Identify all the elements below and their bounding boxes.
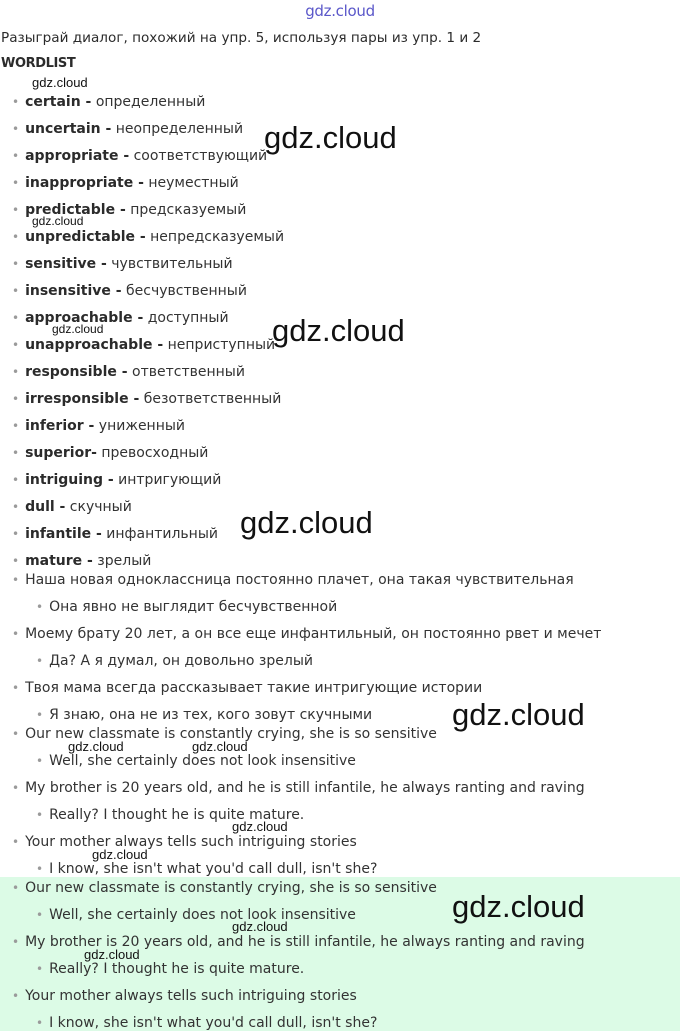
term: unpredictable xyxy=(25,229,136,245)
watermark: gdz.cloud xyxy=(272,313,405,348)
definition: определенный xyxy=(91,94,206,110)
definition: интригующий xyxy=(113,472,222,488)
term: appropriate xyxy=(25,148,119,164)
wordlist-item xyxy=(12,471,221,489)
bullet-icon: • xyxy=(36,962,44,976)
definition: неуместный xyxy=(143,175,239,191)
bullet-icon: • xyxy=(12,727,20,741)
definition: доступный xyxy=(143,310,229,326)
term-separator: - xyxy=(103,472,114,488)
wordlist-item xyxy=(12,363,245,381)
wordlist-item xyxy=(12,498,132,516)
dialogue-text: Моему брату 20 лет, а он все еще инфантильный, он постоянно рвет и мечет xyxy=(25,626,602,642)
dialogue-text: Well, she certainly does not look insensitive xyxy=(49,753,356,769)
term-separator: - xyxy=(100,121,112,137)
term-separator: - xyxy=(91,526,102,542)
definition: униженный xyxy=(94,418,186,434)
definition: зрелый xyxy=(92,553,152,569)
term-separator: - xyxy=(96,256,107,272)
term-separator: - xyxy=(132,310,144,326)
dialogue-line xyxy=(12,679,482,697)
dialogue-text: Наша новая одноклассница постоянно плачет, она такая чувствительная xyxy=(25,572,574,588)
term-separator: - xyxy=(54,499,66,515)
term-separator: - xyxy=(133,175,144,191)
bullet-icon: • xyxy=(12,681,20,695)
bullet-icon: • xyxy=(12,500,20,514)
term: infantile xyxy=(25,526,92,542)
definition: скучный xyxy=(65,499,132,515)
term-separator: - xyxy=(128,391,140,407)
term: inappropriate xyxy=(25,175,134,191)
bullet-icon: • xyxy=(12,935,20,949)
definition: соответствующий xyxy=(129,148,268,164)
dialogue-reply xyxy=(36,752,356,770)
bullet-icon: • xyxy=(12,473,20,487)
bullet-icon: • xyxy=(12,527,20,541)
dialogue-text: Она явно не выглядит бесчувственной xyxy=(49,599,338,615)
term: predictable xyxy=(25,202,116,218)
watermark: gdz.cloud xyxy=(32,214,84,228)
definition: безответственный xyxy=(139,391,282,407)
bullet-icon: • xyxy=(12,311,20,325)
term-separator: - xyxy=(116,364,128,380)
wordlist-item xyxy=(12,417,185,435)
definition: превосходный xyxy=(96,445,209,461)
bullet-icon: • xyxy=(12,419,20,433)
term: responsible xyxy=(25,364,117,380)
dialogue-text: Well, she certainly does not look insensitive xyxy=(49,907,356,923)
bullet-icon: • xyxy=(12,149,20,163)
term: certain xyxy=(25,94,81,110)
dialogue-text: I know, she isn't what you'd call dull, isn't she? xyxy=(49,1015,378,1031)
wordlist-item xyxy=(12,228,284,246)
term: dull xyxy=(25,499,55,515)
term: irresponsible xyxy=(25,391,129,407)
bullet-icon: • xyxy=(12,284,20,298)
dialogue-line xyxy=(12,833,357,851)
watermark: gdz.cloud xyxy=(232,919,288,934)
definition: чувствительный xyxy=(106,256,233,272)
watermark: gdz.cloud xyxy=(68,739,124,754)
wordlist-item xyxy=(12,525,218,543)
watermark: gdz.cloud xyxy=(52,322,104,336)
definition: неопределенный xyxy=(111,121,244,137)
bullet-icon: • xyxy=(12,203,20,217)
site-logo[interactable]: gdz.cloud xyxy=(305,2,375,20)
dialogue-text: Your mother always tells such intriguing stories xyxy=(25,834,357,850)
bullet-icon: • xyxy=(12,989,20,1003)
dialogue-text: My brother is 20 years old, and he is still infantile, he always ranting and raving xyxy=(25,934,585,950)
watermark: gdz.cloud xyxy=(452,697,585,732)
bullet-icon: • xyxy=(36,654,44,668)
wordlist-item xyxy=(12,282,247,300)
term: sensitive xyxy=(25,256,97,272)
bullet-icon: • xyxy=(12,338,20,352)
wordlist-item xyxy=(12,390,281,408)
wordlist-item xyxy=(12,120,243,138)
watermark: gdz.cloud xyxy=(232,819,288,834)
bullet-icon: • xyxy=(12,176,20,190)
dialogue-text: Да? А я думал, он довольно зрелый xyxy=(49,653,313,669)
dialogue-line xyxy=(12,571,574,589)
dialogue-text: Your mother always tells such intriguing stories xyxy=(25,988,357,1004)
definition: непредсказуемый xyxy=(145,229,285,245)
dialogue-line xyxy=(12,625,601,643)
term: superior xyxy=(25,445,92,461)
dialogue-reply xyxy=(36,598,337,616)
term: insensitive xyxy=(25,283,111,299)
dialogue-reply xyxy=(36,960,304,978)
bullet-icon: • xyxy=(12,573,20,587)
bullet-icon: • xyxy=(12,230,20,244)
bullet-icon: • xyxy=(36,600,44,614)
dialogue-text: Твоя мама всегда рассказывает такие интригующие истории xyxy=(25,680,483,696)
term: unapproachable xyxy=(25,337,153,353)
bullet-icon: • xyxy=(12,835,20,849)
bullet-icon: • xyxy=(12,627,20,641)
term-separator: - xyxy=(83,418,95,434)
bullet-icon: • xyxy=(12,392,20,406)
watermark: gdz.cloud xyxy=(452,889,585,924)
watermark: gdz.cloud xyxy=(32,75,88,90)
term: inferior xyxy=(25,418,84,434)
term: mature xyxy=(25,553,83,569)
term-separator: - xyxy=(152,337,164,353)
task-instruction: Разыграй диалог, похожий на упр. 5, используя пары из упр. 1 и 2 xyxy=(1,30,482,46)
bullet-icon: • xyxy=(36,1016,44,1030)
term: approachable xyxy=(25,310,133,326)
wordlist-item xyxy=(12,309,229,327)
watermark: gdz.cloud xyxy=(240,505,373,540)
bullet-icon: • xyxy=(12,365,20,379)
dialogue-line xyxy=(12,987,357,1005)
dialogue-reply xyxy=(36,906,356,924)
bullet-icon: • xyxy=(36,908,44,922)
wordlist-item xyxy=(12,336,275,354)
term-separator: - xyxy=(91,445,97,461)
term-separator: - xyxy=(80,94,92,110)
bullet-icon: • xyxy=(36,754,44,768)
bullet-icon: • xyxy=(36,808,44,822)
definition: бесчувственный xyxy=(121,283,247,299)
term-separator: - xyxy=(118,148,130,164)
definition: предсказуемый xyxy=(125,202,247,218)
watermark: gdz.cloud xyxy=(92,847,148,862)
dialogue-line xyxy=(12,879,437,897)
watermark: gdz.cloud xyxy=(264,120,397,155)
term-separator: - xyxy=(115,202,126,218)
dialogue-reply xyxy=(36,706,372,724)
dialogue-reply xyxy=(36,1014,377,1032)
dialogue-text: Our new classmate is constantly crying, she is so sensitive xyxy=(25,726,437,742)
wordlist-item xyxy=(12,147,267,165)
watermark: gdz.cloud xyxy=(84,947,140,962)
bullet-icon: • xyxy=(12,95,20,109)
term-separator: - xyxy=(82,553,93,569)
bullet-icon: • xyxy=(12,881,20,895)
bullet-icon: • xyxy=(12,257,20,271)
bullet-icon: • xyxy=(12,554,20,568)
dialogue-text: Я знаю, она не из тех, кого зовут скучными xyxy=(49,707,373,723)
dialogue-text: My brother is 20 years old, and he is still infantile, he always ranting and raving xyxy=(25,780,585,796)
definition: ответственный xyxy=(127,364,245,380)
term: uncertain xyxy=(25,121,101,137)
dialogue-reply xyxy=(36,652,313,670)
bullet-icon: • xyxy=(12,446,20,460)
term-separator: - xyxy=(110,283,122,299)
wordlist-item xyxy=(12,174,239,192)
wordlist-item xyxy=(12,255,233,273)
wordlist-item xyxy=(12,93,205,111)
bullet-icon: • xyxy=(36,862,44,876)
term-separator: - xyxy=(135,229,146,245)
dialogue-reply xyxy=(36,860,377,878)
bullet-icon: • xyxy=(12,122,20,136)
wordlist-item xyxy=(12,444,208,462)
definition: неприступный xyxy=(163,337,276,353)
dialogue-line xyxy=(12,779,585,797)
dialogue-text: Our new classmate is constantly crying, she is so sensitive xyxy=(25,880,437,896)
wordlist-item xyxy=(12,552,151,570)
bullet-icon: • xyxy=(12,781,20,795)
definition: инфантильный xyxy=(101,526,218,542)
term: intriguing xyxy=(25,472,104,488)
dialogue-text: Really? I thought he is quite mature. xyxy=(49,807,305,823)
bullet-icon: • xyxy=(36,708,44,722)
watermark: gdz.cloud xyxy=(192,739,248,754)
dialogue-text: I know, she isn't what you'd call dull, isn't she? xyxy=(49,861,378,877)
wordlist-heading: WORDLIST xyxy=(1,56,76,71)
dialogue-text: Really? I thought he is quite mature. xyxy=(49,961,305,977)
